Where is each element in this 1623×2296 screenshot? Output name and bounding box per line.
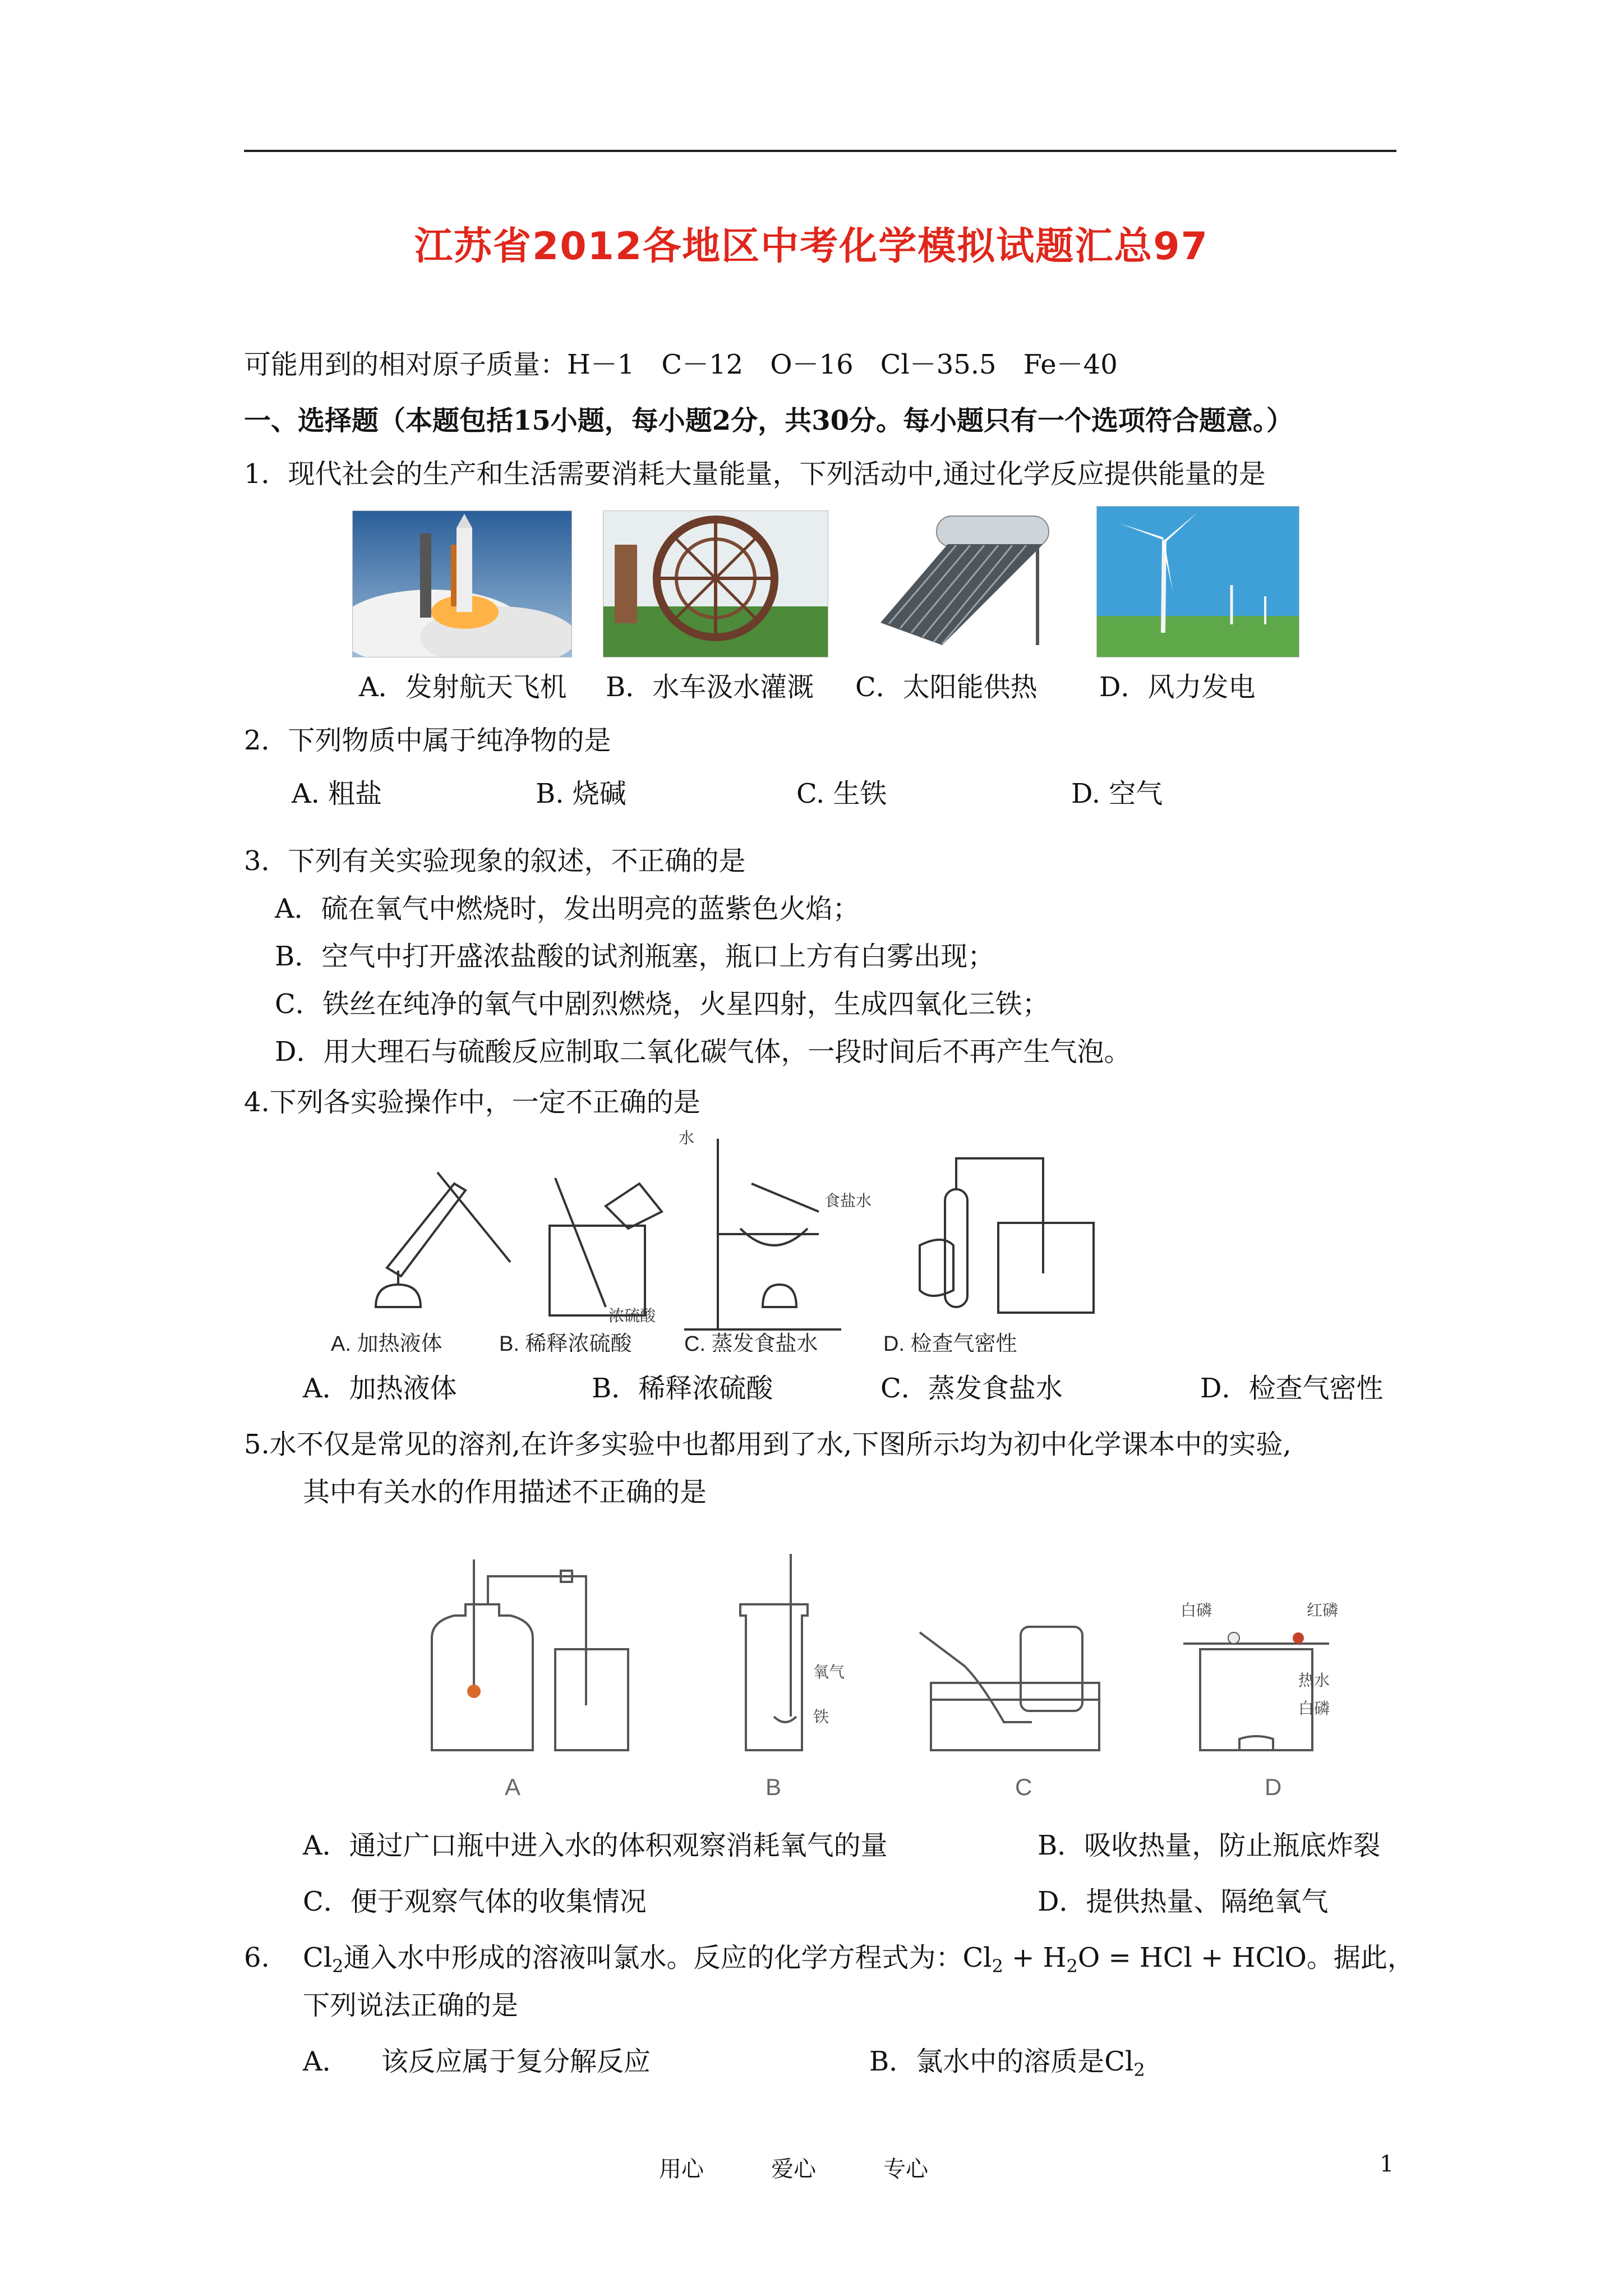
q6-option-b	[869, 2045, 1145, 2087]
q4-option-b: B．稀释浓硫酸	[592, 1373, 773, 1404]
q4-option-a: A．加热液体	[303, 1373, 457, 1404]
q1-image-wind-turbine	[1096, 506, 1299, 657]
q4-option-d: D．检查气密性	[1200, 1373, 1384, 1404]
q3-option-b: B．空气中打开盛浓盐酸的试剂瓶塞，瓶口上方有白雾出现；	[275, 941, 995, 972]
q5-water-experiments-diagram	[426, 1554, 1413, 1801]
header-rule	[244, 150, 1396, 152]
q6-number: 6.	[244, 1942, 270, 1973]
q6-option-a-letter: A．	[303, 2046, 349, 2077]
q3-stem: 3．下列有关实验现象的叙述，不正确的是	[244, 845, 746, 877]
waterwheel-picture	[603, 511, 828, 657]
q4-lab-operations-diagram	[325, 1128, 1110, 1352]
q5-option-b: B．吸收热量，防止瓶底炸裂	[1038, 1830, 1381, 1861]
q5-fig-text-oxygen: 氧气	[813, 1663, 845, 1681]
q2-option-c: C. 生铁	[796, 778, 887, 809]
q3-option-a: A．硫在氧气中燃烧时，发出明亮的蓝紫色火焰；	[275, 893, 860, 924]
q1-option-b: B．水车汲水灌溉	[606, 671, 814, 703]
q6-stem-line1	[303, 1941, 1414, 1983]
q5-fig-text-hot-water: 热水	[1298, 1671, 1330, 1690]
solar-water-heater-picture	[858, 505, 1060, 656]
q6-option-b-text: B．氯水中的溶质是Cl	[869, 2046, 1134, 2077]
page-title: 江苏省2012各地区中考化学模拟试题汇总97	[414, 224, 1209, 269]
q5-stem-line1: 5.水不仅是常见的溶剂,在许多实验中也都用到了水,下图所示均为初中化学课本中的实验,	[244, 1429, 1292, 1460]
q5-stem-line2: 其中有关水的作用描述不正确的是	[303, 1476, 707, 1508]
q1-image-waterwheel	[603, 510, 828, 657]
q3-option-d: D．用大理石与硫酸反应制取二氧化碳气体，一段时间后不再产生气泡。	[275, 1036, 1131, 1068]
q1-image-rocket	[352, 510, 572, 657]
q6-option-a: 该反应属于复分解反应	[381, 2046, 651, 2077]
q5-fig-label-c: C	[1015, 1774, 1032, 1800]
q5-option-c: C．便于观察气体的收集情况	[303, 1886, 647, 1917]
q4-fig-text-acid: 浓硫酸	[608, 1306, 656, 1325]
q4-figure	[325, 1128, 1110, 1352]
q5-option-a: A．通过广口瓶中进入水的体积观察消耗氧气的量	[303, 1830, 888, 1861]
page-number: 1	[1380, 2151, 1394, 2177]
q2-option-b: B. 烧碱	[536, 778, 626, 809]
q5-fig-text-red-p: 红磷	[1307, 1601, 1339, 1619]
q6-sub-3: 2	[1066, 1955, 1078, 1977]
q5-fig-label-a: A	[505, 1774, 521, 1800]
q2-option-a: A. 粗盐	[292, 778, 382, 809]
wind-turbine-picture	[1097, 507, 1299, 657]
q6-stem-part-a: Cl	[303, 1942, 333, 1973]
q1-stem: 1．现代社会的生产和生活需要消耗大量能量，下列活动中,通过化学反应提供能量的是	[244, 458, 1266, 490]
q5-fig-label-d: D	[1265, 1774, 1282, 1800]
footer-motto-2: 爱心	[771, 2156, 816, 2182]
q1-image-solar-heater	[858, 505, 1060, 656]
q5-fig-text-iron: 铁	[813, 1708, 829, 1726]
q5-option-d: D．提供热量、隔绝氧气	[1038, 1886, 1329, 1917]
q6-stem-part-d: O = HCl + HClO。据此，	[1077, 1942, 1414, 1973]
q5-fig-label-b: B	[766, 1774, 782, 1800]
q6-sub-1: 2	[332, 1955, 344, 1977]
section-heading: 一、选择题（本题包括15小题，每小题2分，共30分。每小题只有一个选项符合题意。）	[244, 405, 1293, 436]
q2-stem: 2．下列物质中属于纯净物的是	[244, 725, 611, 756]
q4-fig-label-d: D. 检查气密性	[883, 1332, 1017, 1352]
q5-fig-text-white-p: 白磷	[1181, 1601, 1212, 1619]
q4-stem: 4.下列各实验操作中，一定不正确的是	[244, 1087, 700, 1118]
footer-motto-3: 专心	[883, 2156, 928, 2182]
q4-fig-label-a: A. 加热液体	[331, 1332, 442, 1352]
q4-fig-label-c: C. 蒸发食盐水	[684, 1332, 818, 1352]
q1-option-d: D．风力发电	[1099, 671, 1256, 703]
q6-stem-part-c: + H	[1003, 1942, 1067, 1973]
q4-fig-label-b: B. 稀释浓硫酸	[499, 1332, 632, 1352]
q2-option-d: D. 空气	[1071, 778, 1163, 809]
q4-fig-text-brine: 食盐水	[824, 1191, 872, 1210]
q3-option-c: C．铁丝在纯净的氧气中剧烈燃烧，火星四射，生成四氧化三铁；	[275, 988, 1049, 1020]
q5-fig-text-white-p2: 白磷	[1298, 1699, 1330, 1718]
q6-sub-2: 2	[992, 1955, 1003, 1977]
q6-stem-line2: 下列说法正确的是	[303, 1990, 519, 2021]
footer-motto-1: 用心	[659, 2156, 704, 2182]
q6-option-b-sub: 2	[1133, 2059, 1145, 2081]
q4-option-c: C．蒸发食盐水	[880, 1373, 1063, 1404]
q1-option-a: A．发射航天飞机	[359, 671, 567, 703]
atomic-masses: 可能用到的相对原子质量：H－1 C－12 O－16 Cl－35.5 Fe－40	[244, 349, 1118, 380]
q4-fig-text-water: 水	[679, 1129, 695, 1147]
q1-option-c: C．太阳能供热	[855, 671, 1038, 703]
q5-figure	[426, 1554, 1413, 1801]
q6-stem-part-b: 通入水中形成的溶液叫氯水。反应的化学方程式为：Cl	[343, 1942, 992, 1973]
rocket-launch-picture	[353, 511, 571, 657]
